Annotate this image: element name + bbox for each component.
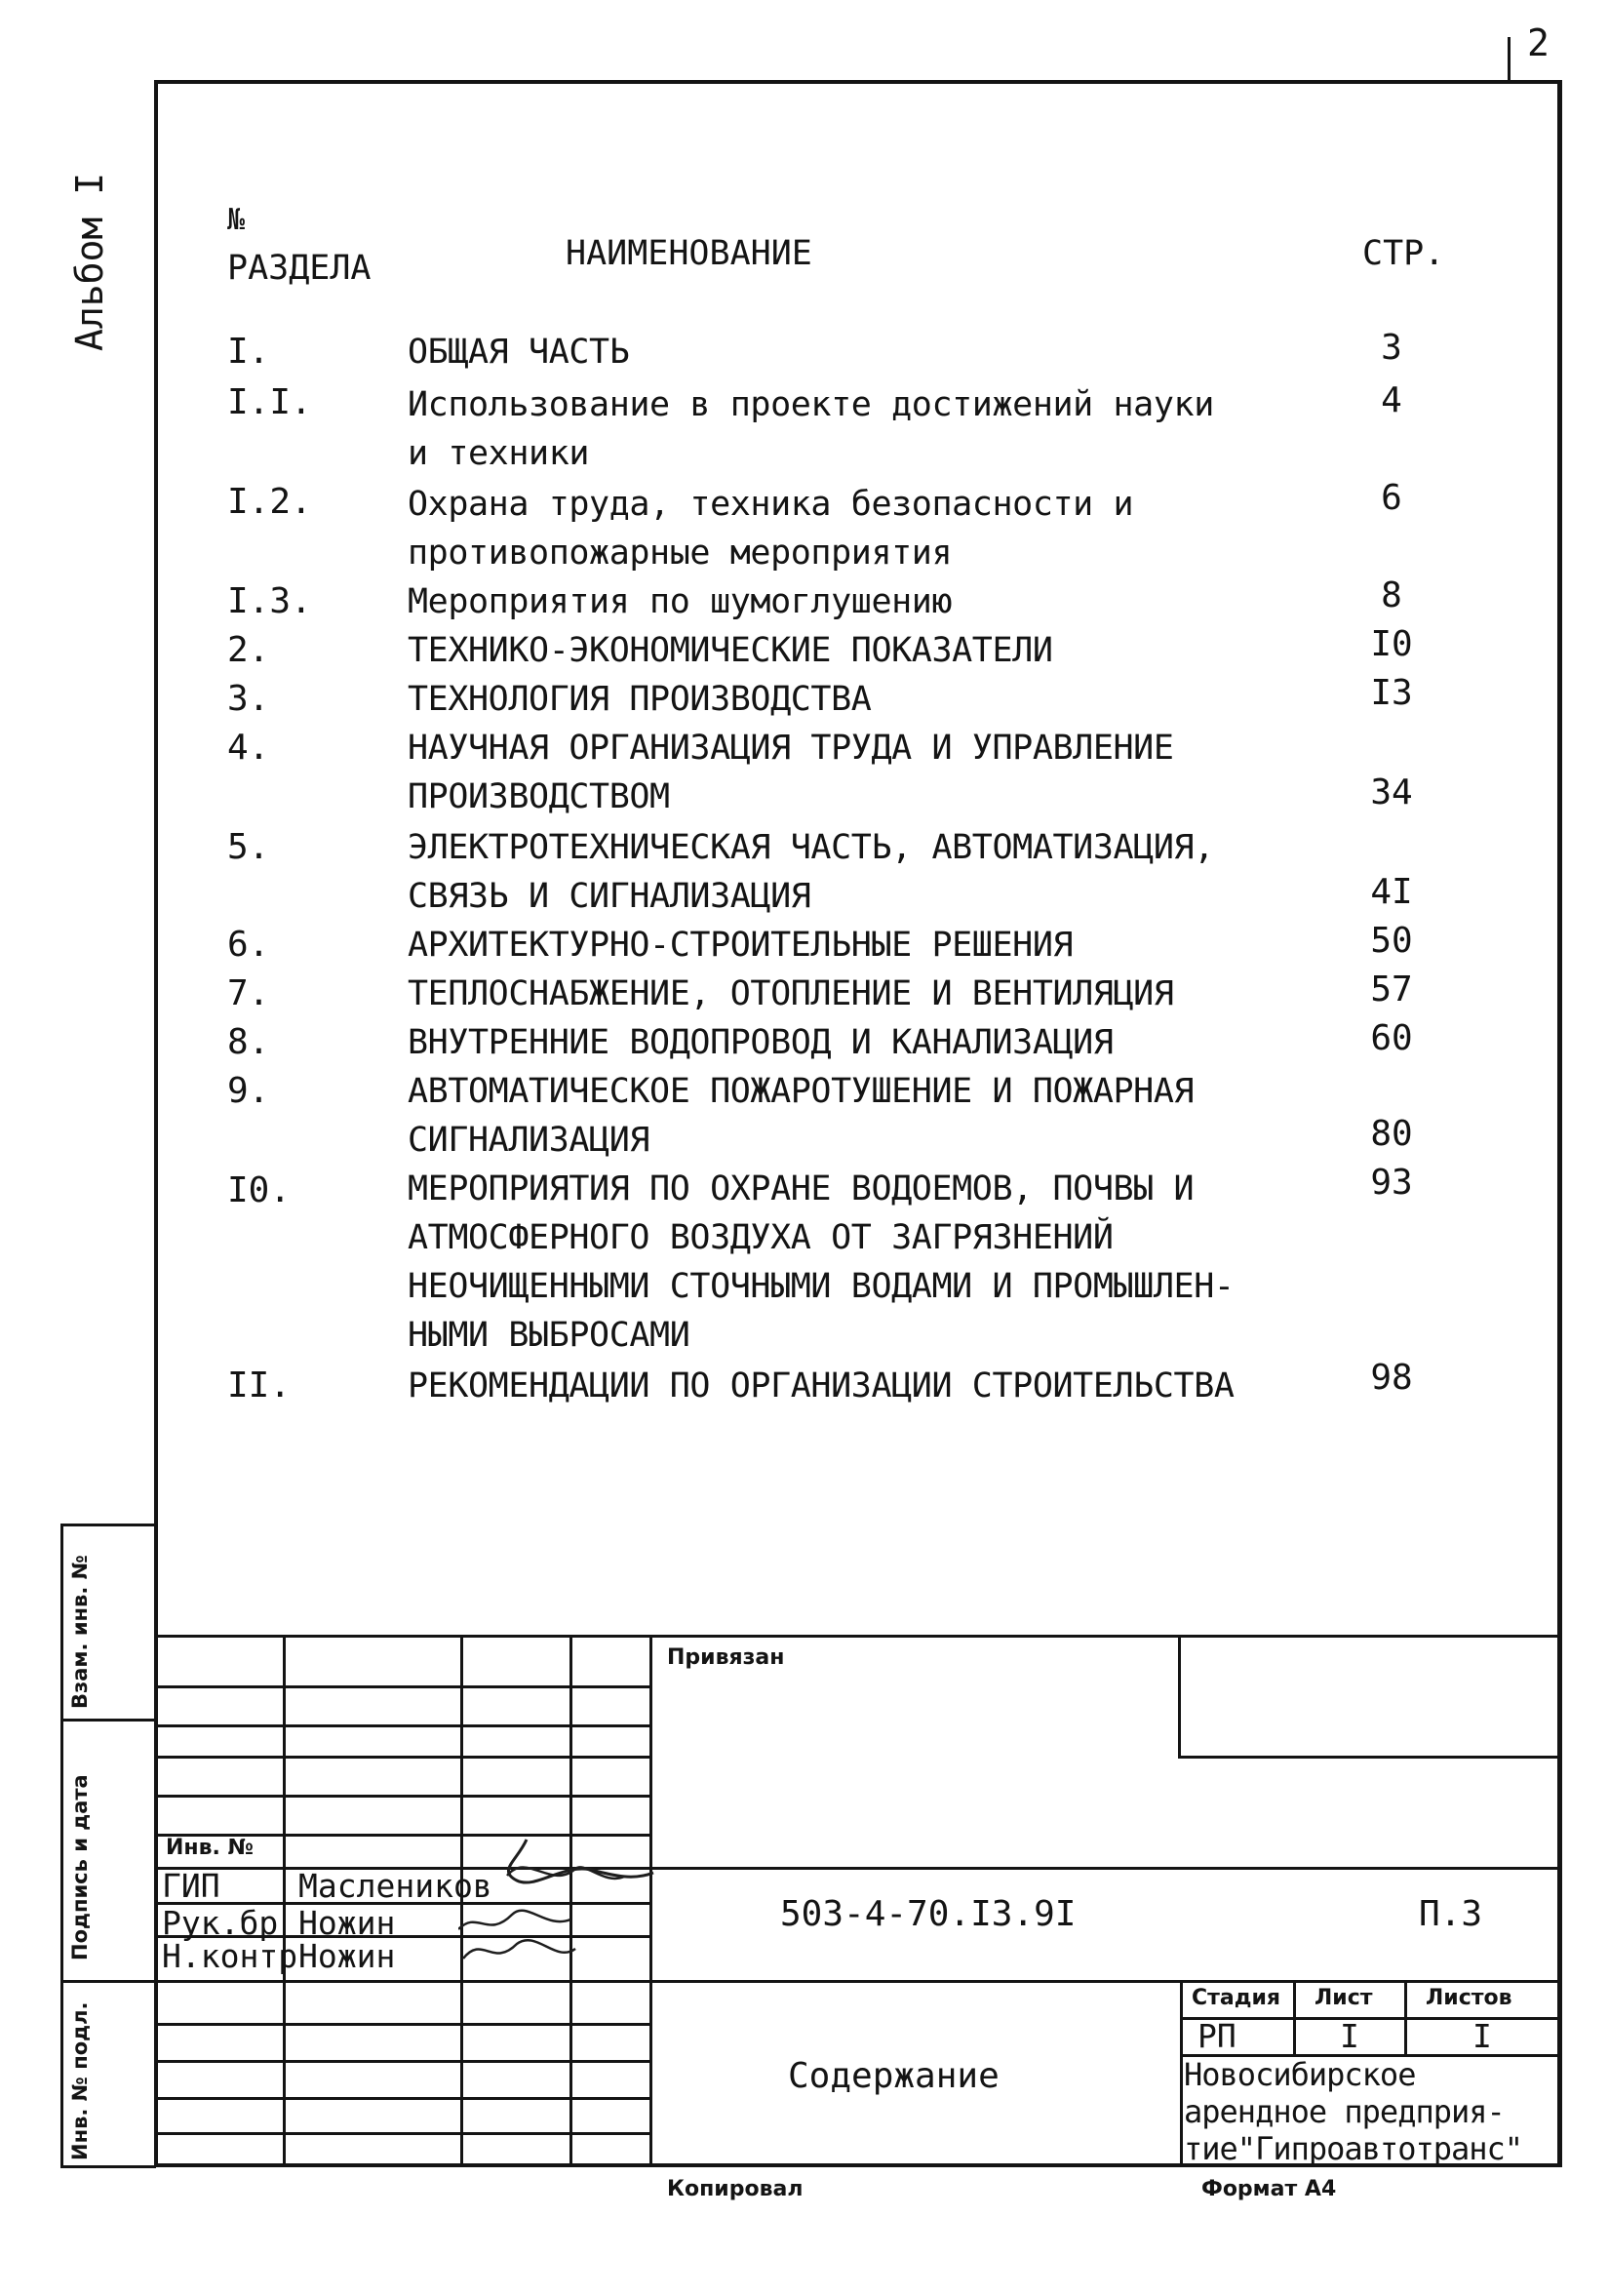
toc-section-title: ЭЛЕКТРОТЕХНИЧЕСКАЯ ЧАСТЬ, АВТОМАТИЗАЦИЯ, СВЯЗЬ И СИГНАЛИЗАЦИЯ <box>408 828 1214 916</box>
toc-section-number: 6. <box>227 925 270 965</box>
stamp-grid-col <box>1178 1635 1181 1756</box>
document-code: 503-4-70.I3.9I <box>780 1894 1077 1934</box>
toc-page-number: 4I <box>1370 872 1413 912</box>
format-label: Формат А4 <box>1201 2177 1337 2201</box>
toc-section-number: 2. <box>227 630 270 670</box>
toc-section-title: МЕРОПРИЯТИЯ ПО ОХРАНЕ ВОДОЕМОВ, ПОЧВЫ И АТМОСФЕРНОГО ВОЗДУХА ОТ ЗАГРЯЗНЕНИЙ НЕОЧИЩЕННЫМИ СТОЧНЫМИ ВОДАМИ И ПРОМЫШЛЕН- НЫМИ ВЫБРОСАМИ <box>408 1169 1235 1355</box>
stage-label: Стадия <box>1192 1986 1281 2010</box>
toc-page-number: 93 <box>1370 1163 1413 1203</box>
sheets-label: Листов <box>1426 1986 1512 2010</box>
sheet-code: П.3 <box>1419 1894 1483 1934</box>
page-column-header: СТР. <box>1362 234 1445 273</box>
toc-section-title: ТЕХНИКО-ЭКОНОМИЧЕСКИЕ ПОКАЗАТЕЛИ <box>408 631 1053 670</box>
toc-section-number: 3. <box>227 679 270 719</box>
page-number-tick <box>1508 37 1511 82</box>
stamp-grid-col <box>1404 1980 1407 2054</box>
stamp-grid-col <box>1293 1980 1296 2054</box>
toc-page-number: I3 <box>1370 673 1413 713</box>
stamp-grid-line <box>154 1685 649 1688</box>
toc-section-number: 8. <box>227 1022 270 1062</box>
sheet-value: I <box>1340 2017 1359 2055</box>
privyazan-label: Привязан <box>667 1645 785 1670</box>
stamp-grid-col <box>1180 1980 1183 2167</box>
toc-page-number: I0 <box>1370 624 1413 664</box>
toc-page-number: 34 <box>1370 772 1413 812</box>
album-label: Альбом I <box>68 172 111 351</box>
stamp-grid-line <box>1180 2017 1562 2020</box>
toc-section-title: АВТОМАТИЧЕСКОЕ ПОЖАРОТУШЕНИЕ И ПОЖАРНАЯ СИГНАЛИЗАЦИЯ <box>408 1072 1195 1160</box>
name-column-header: НАИМЕНОВАНИЕ <box>566 234 812 273</box>
stamp-role: Рук.бр <box>162 1904 279 1942</box>
stamp-grid-col <box>283 1635 286 2167</box>
inv-podl-label: Инв. № подл. <box>68 2001 92 2160</box>
margin-outer-line <box>60 1524 63 2167</box>
copied-label: Копировал <box>667 2177 804 2201</box>
stamp-role: Н.контр <box>162 1937 298 1975</box>
toc-section-number: 4. <box>227 728 270 768</box>
toc-section-number: I. <box>227 332 270 372</box>
organization-name: Новосибирское арендное предприя- тие"Гипроавтотранс" <box>1184 2056 1523 2167</box>
stamp-grid-line <box>154 2060 649 2063</box>
toc-section-title: ВНУТРЕННИЕ ВОДОПРОВОД И КАНАЛИЗАЦИЯ <box>408 1023 1114 1062</box>
toc-page-number: 6 <box>1381 478 1402 518</box>
toc-page-number: 4 <box>1381 380 1402 420</box>
toc-section-title: РЕКОМЕНДАЦИИ ПО ОРГАНИЗАЦИИ СТРОИТЕЛЬСТВА <box>408 1366 1235 1405</box>
toc-section-title: НАУЧНАЯ ОРГАНИЗАЦИЯ ТРУДА И УПРАВЛЕНИЕ ПРОИЗВОДСТВОМ <box>408 729 1174 816</box>
toc-section-title: ТЕПЛОСНАБЖЕНИЕ, ОТОПЛЕНИЕ И ВЕНТИЛЯЦИЯ <box>408 974 1174 1013</box>
sheet-title: Содержание <box>788 2056 1000 2096</box>
stamp-grid-line <box>1178 1756 1562 1759</box>
toc-section-number: 5. <box>227 827 270 867</box>
stamp-grid-line <box>154 1724 649 1727</box>
margin-line <box>60 2165 156 2168</box>
stamp-name: Ножин <box>298 1904 396 1942</box>
toc-section-title: Использование в проекте достижений науки и техники <box>408 385 1214 473</box>
stamp-grid-line <box>154 1756 649 1759</box>
section-column-header: РАЗДЕЛА <box>227 249 372 288</box>
toc-section-number: 9. <box>227 1071 270 1111</box>
toc-section-title: Мероприятия по шумоглушению <box>408 582 953 621</box>
sheets-value: I <box>1472 2017 1492 2055</box>
podpis-data-label: Подпись и дата <box>68 1774 92 1960</box>
stamp-grid-line <box>154 2132 649 2135</box>
stage-value: РП <box>1197 2017 1236 2055</box>
toc-page-number: 50 <box>1370 921 1413 961</box>
inv-no-label: Инв. № <box>166 1836 255 1860</box>
toc-page-number: 98 <box>1370 1358 1413 1398</box>
toc-section-number: I.3. <box>227 581 312 621</box>
stamp-role: ГИП <box>162 1867 220 1905</box>
margin-line <box>60 1980 156 1983</box>
stamp-name: Маслеников <box>298 1867 492 1905</box>
stamp-top-border <box>154 1635 1562 1638</box>
toc-page-number: 8 <box>1381 575 1402 615</box>
signature-marks <box>458 1832 683 1988</box>
page-number: 2 <box>1527 21 1550 64</box>
stamp-grid-line <box>154 2097 649 2100</box>
toc-page-number: 60 <box>1370 1018 1413 1058</box>
margin-line <box>60 1524 156 1526</box>
sheet-label: Лист <box>1315 1986 1373 2010</box>
vzam-inv-label: Взам. инв. № <box>68 1555 92 1709</box>
stamp-grid-line <box>154 1980 1562 1983</box>
section-no-symbol: № <box>227 203 246 237</box>
toc-section-number: II. <box>227 1366 292 1405</box>
toc-page-number: 80 <box>1370 1114 1413 1154</box>
toc-section-number: I.I. <box>227 382 312 422</box>
stamp-grid-line <box>154 1795 649 1798</box>
toc-section-number: 7. <box>227 973 270 1013</box>
toc-page-number: 57 <box>1370 970 1413 1009</box>
margin-line <box>60 1719 156 1722</box>
toc-section-title: ОБЩАЯ ЧАСТЬ <box>408 333 630 372</box>
stamp-grid-line <box>154 2023 649 2026</box>
toc-section-title: Охрана труда, техника безопасности и противопожарные мероприятия <box>408 485 1134 573</box>
toc-section-number: I.2. <box>227 482 312 522</box>
toc-section-title: ТЕХНОЛОГИЯ ПРОИЗВОДСТВА <box>408 680 872 719</box>
toc-page-number: 3 <box>1381 328 1402 368</box>
toc-section-number: I0. <box>227 1170 292 1210</box>
stamp-name: Ножин <box>298 1937 396 1975</box>
toc-section-title: АРХИТЕКТУРНО-СТРОИТЕЛЬНЫЕ РЕШЕНИЯ <box>408 926 1074 965</box>
